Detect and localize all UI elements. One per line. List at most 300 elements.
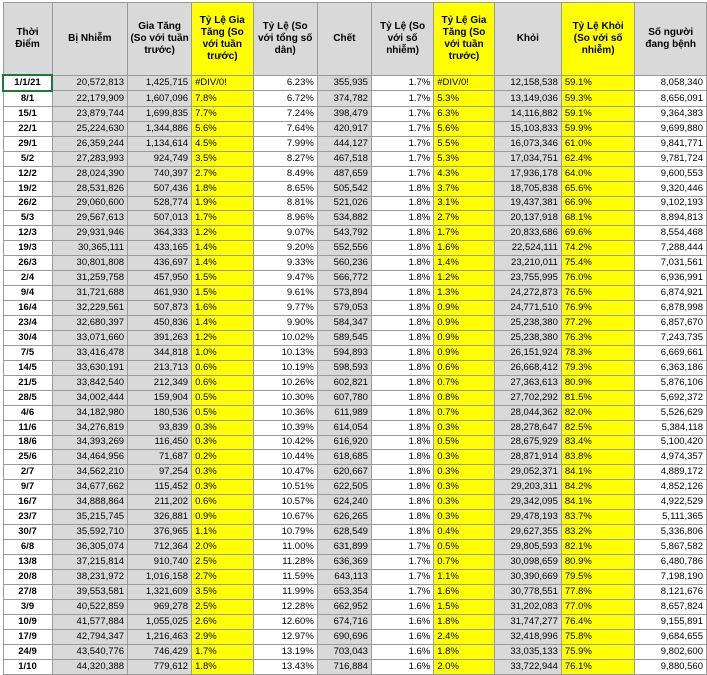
cell-deaths[interactable]: 716,884 xyxy=(317,659,371,674)
cell-infected[interactable]: 37,215,814 xyxy=(52,555,128,570)
cell-infected[interactable]: 29,060,600 xyxy=(52,196,128,211)
cell-deaths[interactable]: 355,935 xyxy=(317,75,371,91)
cell-recovered[interactable]: 30,778,551 xyxy=(494,584,561,599)
cell-active-cases[interactable]: 6,363,186 xyxy=(635,360,707,375)
cell-population-rate[interactable]: 9.33% xyxy=(253,256,317,271)
cell-active-cases[interactable]: 7,243,735 xyxy=(635,330,707,345)
cell-death-rate[interactable]: 1.7% xyxy=(371,555,433,570)
cell-death-increase-rate[interactable]: 0.9% xyxy=(434,345,495,360)
cell-increase-rate[interactable]: 1.6% xyxy=(192,301,253,316)
cell-recovery-rate[interactable]: 64.0% xyxy=(561,166,635,181)
cell-death-increase-rate[interactable]: 2.0% xyxy=(434,659,495,674)
cell-increase-rate[interactable]: 3.5% xyxy=(192,151,253,166)
cell-death-increase-rate[interactable]: 1.1% xyxy=(434,569,495,584)
cell-recovery-rate[interactable]: 65.6% xyxy=(561,181,635,196)
cell-infected[interactable]: 28,531,826 xyxy=(52,181,128,196)
cell-increase-rate[interactable]: 1.8% xyxy=(192,181,253,196)
cell-date[interactable]: 23/7 xyxy=(3,510,52,525)
cell-infected[interactable]: 28,024,390 xyxy=(52,166,128,181)
cell-death-increase-rate[interactable]: 5.5% xyxy=(434,136,495,151)
cell-population-rate[interactable]: 8.65% xyxy=(253,181,317,196)
cell-increase[interactable]: 344,818 xyxy=(128,345,192,360)
cell-increase-rate[interactable]: 1.5% xyxy=(192,271,253,286)
cell-increase[interactable]: 910,740 xyxy=(128,555,192,570)
cell-death-rate[interactable]: 1.8% xyxy=(371,256,433,271)
cell-recovery-rate[interactable]: 66.9% xyxy=(561,196,635,211)
cell-infected[interactable]: 29,931,946 xyxy=(52,226,128,241)
cell-increase-rate[interactable]: 1.4% xyxy=(192,256,253,271)
cell-death-rate[interactable]: 1.8% xyxy=(371,495,433,510)
cell-increase[interactable]: 457,950 xyxy=(128,271,192,286)
cell-active-cases[interactable]: 7,031,561 xyxy=(635,256,707,271)
cell-increase[interactable]: 1,134,614 xyxy=(128,136,192,151)
cell-recovered[interactable]: 29,478,193 xyxy=(494,510,561,525)
cell-death-rate[interactable]: 1.8% xyxy=(371,375,433,390)
cell-recovery-rate[interactable]: 76.1% xyxy=(561,659,635,674)
cell-increase[interactable]: 364,333 xyxy=(128,226,192,241)
cell-increase-rate[interactable]: 1.1% xyxy=(192,525,253,540)
cell-death-rate[interactable]: 1.7% xyxy=(371,121,433,136)
cell-increase-rate[interactable]: 1.9% xyxy=(192,196,253,211)
cell-population-rate[interactable]: 10.42% xyxy=(253,435,317,450)
cell-recovered[interactable]: 25,238,380 xyxy=(494,330,561,345)
cell-date[interactable]: 23/4 xyxy=(3,316,52,331)
cell-recovered[interactable]: 29,627,355 xyxy=(494,525,561,540)
cell-recovery-rate[interactable]: 83.8% xyxy=(561,450,635,465)
cell-increase-rate[interactable]: 1.0% xyxy=(192,345,253,360)
cell-death-rate[interactable]: 1.7% xyxy=(371,136,433,151)
cell-population-rate[interactable]: 10.67% xyxy=(253,510,317,525)
cell-recovery-rate[interactable]: 77.0% xyxy=(561,599,635,614)
cell-recovery-rate[interactable]: 79.3% xyxy=(561,360,635,375)
cell-population-rate[interactable]: 10.57% xyxy=(253,495,317,510)
cell-increase[interactable]: 450,836 xyxy=(128,316,192,331)
cell-recovered[interactable]: 29,052,371 xyxy=(494,465,561,480)
cell-death-rate[interactable]: 1.7% xyxy=(371,584,433,599)
cell-death-increase-rate[interactable]: 1.2% xyxy=(434,271,495,286)
cell-recovered[interactable]: 32,418,996 xyxy=(494,629,561,644)
cell-infected[interactable]: 31,259,758 xyxy=(52,271,128,286)
cell-deaths[interactable]: 534,882 xyxy=(317,211,371,226)
cell-infected[interactable]: 32,680,397 xyxy=(52,316,128,331)
cell-recovery-rate[interactable]: 75.8% xyxy=(561,629,635,644)
cell-increase-rate[interactable]: 1.2% xyxy=(192,330,253,345)
cell-population-rate[interactable]: 8.49% xyxy=(253,166,317,181)
cell-active-cases[interactable]: 4,889,172 xyxy=(635,465,707,480)
cell-recovery-rate[interactable]: 75.4% xyxy=(561,256,635,271)
cell-recovered[interactable]: 22,524,111 xyxy=(494,241,561,256)
cell-population-rate[interactable]: 11.00% xyxy=(253,540,317,555)
cell-date[interactable]: 2/4 xyxy=(3,271,52,286)
cell-deaths[interactable]: 622,505 xyxy=(317,480,371,495)
cell-date[interactable]: 13/8 xyxy=(3,555,52,570)
cell-increase[interactable]: 461,930 xyxy=(128,286,192,301)
cell-increase-rate[interactable]: 0.6% xyxy=(192,495,253,510)
cell-recovery-rate[interactable]: 62.4% xyxy=(561,151,635,166)
cell-recovery-rate[interactable]: 80.9% xyxy=(561,555,635,570)
cell-recovery-rate[interactable]: 68.1% xyxy=(561,211,635,226)
cell-date[interactable]: 5/2 xyxy=(3,151,52,166)
cell-active-cases[interactable]: 4,922,529 xyxy=(635,495,707,510)
cell-recovered[interactable]: 17,936,178 xyxy=(494,166,561,181)
cell-recovery-rate[interactable]: 84.1% xyxy=(561,465,635,480)
cell-death-increase-rate[interactable]: 5.3% xyxy=(434,151,495,166)
cell-recovery-rate[interactable]: 61.0% xyxy=(561,136,635,151)
cell-population-rate[interactable]: 7.64% xyxy=(253,121,317,136)
cell-population-rate[interactable]: 13.19% xyxy=(253,644,317,659)
cell-active-cases[interactable]: 8,894,813 xyxy=(635,211,707,226)
cell-date[interactable]: 22/1 xyxy=(3,121,52,136)
cell-death-rate[interactable]: 1.8% xyxy=(371,330,433,345)
cell-increase[interactable]: 159,904 xyxy=(128,390,192,405)
cell-date[interactable]: 6/8 xyxy=(3,540,52,555)
cell-death-rate[interactable]: 1.6% xyxy=(371,599,433,614)
cell-increase[interactable]: 507,436 xyxy=(128,181,192,196)
cell-recovered[interactable]: 20,137,918 xyxy=(494,211,561,226)
cell-death-rate[interactable]: 1.8% xyxy=(371,316,433,331)
cell-increase-rate[interactable]: 0.9% xyxy=(192,510,253,525)
cell-death-increase-rate[interactable]: 1.8% xyxy=(434,644,495,659)
cell-population-rate[interactable]: 7.24% xyxy=(253,106,317,121)
cell-active-cases[interactable]: 5,384,118 xyxy=(635,420,707,435)
cell-increase-rate[interactable]: 2.6% xyxy=(192,614,253,629)
cell-death-increase-rate[interactable]: 0.3% xyxy=(434,465,495,480)
cell-increase-rate[interactable]: 0.5% xyxy=(192,390,253,405)
cell-death-increase-rate[interactable]: 0.9% xyxy=(434,301,495,316)
cell-date[interactable]: 28/5 xyxy=(3,390,52,405)
cell-increase-rate[interactable]: 0.5% xyxy=(192,405,253,420)
cell-recovery-rate[interactable]: 59.1% xyxy=(561,75,635,91)
cell-population-rate[interactable]: 10.51% xyxy=(253,480,317,495)
cell-increase-rate[interactable]: 1.4% xyxy=(192,316,253,331)
cell-increase[interactable]: 376,965 xyxy=(128,525,192,540)
cell-date[interactable]: 24/9 xyxy=(3,644,52,659)
cell-recovery-rate[interactable]: 59.3% xyxy=(561,91,635,106)
cell-death-increase-rate[interactable]: 5.6% xyxy=(434,121,495,136)
cell-date[interactable]: 30/4 xyxy=(3,330,52,345)
cell-active-cases[interactable]: 8,058,340 xyxy=(635,75,707,91)
cell-increase[interactable]: 97,254 xyxy=(128,465,192,480)
cell-death-increase-rate[interactable]: 0.7% xyxy=(434,405,495,420)
cell-increase[interactable]: 433,165 xyxy=(128,241,192,256)
cell-death-rate[interactable]: 1.8% xyxy=(371,435,433,450)
cell-deaths[interactable]: 631,899 xyxy=(317,540,371,555)
cell-infected[interactable]: 38,231,972 xyxy=(52,569,128,584)
cell-infected[interactable]: 34,393,269 xyxy=(52,435,128,450)
cell-recovered[interactable]: 24,771,510 xyxy=(494,301,561,316)
cell-active-cases[interactable]: 9,684,655 xyxy=(635,629,707,644)
cell-active-cases[interactable]: 6,857,670 xyxy=(635,316,707,331)
cell-date[interactable]: 19/3 xyxy=(3,241,52,256)
cell-recovery-rate[interactable]: 84.1% xyxy=(561,495,635,510)
cell-death-rate[interactable]: 1.8% xyxy=(371,390,433,405)
cell-infected[interactable]: 36,305,074 xyxy=(52,540,128,555)
cell-date[interactable]: 7/5 xyxy=(3,345,52,360)
cell-death-increase-rate[interactable]: 0.3% xyxy=(434,420,495,435)
cell-increase-rate[interactable]: 2.5% xyxy=(192,555,253,570)
cell-death-increase-rate[interactable]: 0.4% xyxy=(434,525,495,540)
cell-increase[interactable]: 115,452 xyxy=(128,480,192,495)
cell-date[interactable]: 26/3 xyxy=(3,256,52,271)
cell-recovery-rate[interactable]: 78.3% xyxy=(561,345,635,360)
cell-increase[interactable]: 436,697 xyxy=(128,256,192,271)
cell-population-rate[interactable]: 8.27% xyxy=(253,151,317,166)
cell-recovery-rate[interactable]: 83.2% xyxy=(561,525,635,540)
cell-deaths[interactable]: 579,053 xyxy=(317,301,371,316)
cell-active-cases[interactable]: 4,974,357 xyxy=(635,450,707,465)
cell-death-rate[interactable]: 1.8% xyxy=(371,181,433,196)
cell-active-cases[interactable]: 7,288,444 xyxy=(635,241,707,256)
cell-death-increase-rate[interactable]: 1.6% xyxy=(434,584,495,599)
cell-infected[interactable]: 39,553,581 xyxy=(52,584,128,599)
cell-deaths[interactable]: 374,782 xyxy=(317,91,371,106)
cell-increase-rate[interactable]: 5.6% xyxy=(192,121,253,136)
cell-increase-rate[interactable]: 1.7% xyxy=(192,211,253,226)
cell-active-cases[interactable]: 5,100,420 xyxy=(635,435,707,450)
cell-deaths[interactable]: 467,518 xyxy=(317,151,371,166)
cell-increase-rate[interactable]: 1.4% xyxy=(192,241,253,256)
cell-increase[interactable]: 211,202 xyxy=(128,495,192,510)
cell-date[interactable]: 27/8 xyxy=(3,584,52,599)
cell-population-rate[interactable]: 9.07% xyxy=(253,226,317,241)
cell-active-cases[interactable]: 6,936,991 xyxy=(635,271,707,286)
cell-deaths[interactable]: 560,236 xyxy=(317,256,371,271)
cell-recovered[interactable]: 33,035,133 xyxy=(494,644,561,659)
cell-population-rate[interactable]: 9.90% xyxy=(253,316,317,331)
cell-active-cases[interactable]: 6,874,921 xyxy=(635,286,707,301)
cell-infected[interactable]: 31,721,688 xyxy=(52,286,128,301)
cell-increase[interactable]: 507,873 xyxy=(128,301,192,316)
cell-deaths[interactable]: 653,354 xyxy=(317,584,371,599)
cell-death-rate[interactable]: 1.8% xyxy=(371,345,433,360)
cell-recovered[interactable]: 24,272,873 xyxy=(494,286,561,301)
cell-recovered[interactable]: 17,034,751 xyxy=(494,151,561,166)
cell-infected[interactable]: 33,630,191 xyxy=(52,360,128,375)
cell-infected[interactable]: 34,002,444 xyxy=(52,390,128,405)
cell-active-cases[interactable]: 5,867,582 xyxy=(635,540,707,555)
cell-infected[interactable]: 42,794,347 xyxy=(52,629,128,644)
cell-infected[interactable]: 29,567,613 xyxy=(52,211,128,226)
cell-increase[interactable]: 212,349 xyxy=(128,375,192,390)
cell-active-cases[interactable]: 5,692,372 xyxy=(635,390,707,405)
cell-infected[interactable]: 33,842,540 xyxy=(52,375,128,390)
cell-date[interactable]: 3/9 xyxy=(3,599,52,614)
cell-recovered[interactable]: 31,747,277 xyxy=(494,614,561,629)
cell-death-rate[interactable]: 1.6% xyxy=(371,644,433,659)
cell-infected[interactable]: 41,577,884 xyxy=(52,614,128,629)
cell-date[interactable]: 2/7 xyxy=(3,465,52,480)
cell-death-rate[interactable]: 1.7% xyxy=(371,151,433,166)
cell-death-rate[interactable]: 1.8% xyxy=(371,241,433,256)
cell-recovery-rate[interactable]: 77.2% xyxy=(561,316,635,331)
cell-infected[interactable]: 30,801,808 xyxy=(52,256,128,271)
cell-infected[interactable]: 22,179,909 xyxy=(52,91,128,106)
cell-death-increase-rate[interactable]: 0.3% xyxy=(434,480,495,495)
cell-increase-rate[interactable]: 0.6% xyxy=(192,360,253,375)
cell-active-cases[interactable]: 9,880,560 xyxy=(635,659,707,674)
cell-population-rate[interactable]: 9.20% xyxy=(253,241,317,256)
cell-death-increase-rate[interactable]: 2.4% xyxy=(434,629,495,644)
cell-death-rate[interactable]: 1.8% xyxy=(371,450,433,465)
cell-infected[interactable]: 26,359,244 xyxy=(52,136,128,151)
cell-date[interactable]: 16/7 xyxy=(3,495,52,510)
cell-death-increase-rate[interactable]: 0.3% xyxy=(434,510,495,525)
cell-deaths[interactable]: 703,043 xyxy=(317,644,371,659)
cell-death-increase-rate[interactable]: 1.7% xyxy=(434,226,495,241)
cell-increase-rate[interactable]: 1.7% xyxy=(192,644,253,659)
cell-infected[interactable]: 34,276,819 xyxy=(52,420,128,435)
cell-active-cases[interactable]: 8,656,091 xyxy=(635,91,707,106)
cell-recovered[interactable]: 26,668,412 xyxy=(494,360,561,375)
cell-increase-rate[interactable]: 2.9% xyxy=(192,629,253,644)
cell-deaths[interactable]: 420,917 xyxy=(317,121,371,136)
cell-active-cases[interactable]: 9,699,880 xyxy=(635,121,707,136)
cell-active-cases[interactable]: 9,320,446 xyxy=(635,181,707,196)
cell-increase[interactable]: 528,774 xyxy=(128,196,192,211)
cell-death-rate[interactable]: 1.8% xyxy=(371,211,433,226)
cell-active-cases[interactable]: 5,111,365 xyxy=(635,510,707,525)
cell-deaths[interactable]: 611,989 xyxy=(317,405,371,420)
cell-active-cases[interactable]: 5,526,629 xyxy=(635,405,707,420)
cell-increase-rate[interactable]: 4.5% xyxy=(192,136,253,151)
cell-date[interactable]: 21/5 xyxy=(3,375,52,390)
cell-recovery-rate[interactable]: 82.1% xyxy=(561,540,635,555)
cell-recovered[interactable]: 29,342,095 xyxy=(494,495,561,510)
cell-infected[interactable]: 35,592,710 xyxy=(52,525,128,540)
cell-recovery-rate[interactable]: 84.2% xyxy=(561,480,635,495)
cell-death-increase-rate[interactable]: 6.3% xyxy=(434,106,495,121)
cell-recovered[interactable]: 25,238,380 xyxy=(494,316,561,331)
cell-increase-rate[interactable]: 0.3% xyxy=(192,480,253,495)
cell-deaths[interactable]: 607,780 xyxy=(317,390,371,405)
cell-population-rate[interactable]: 10.39% xyxy=(253,420,317,435)
cell-active-cases[interactable]: 4,852,126 xyxy=(635,480,707,495)
cell-date[interactable]: 16/4 xyxy=(3,301,52,316)
cell-increase-rate[interactable]: 0.3% xyxy=(192,465,253,480)
cell-death-increase-rate[interactable]: 2.7% xyxy=(434,211,495,226)
cell-increase-rate[interactable]: 0.3% xyxy=(192,420,253,435)
cell-increase[interactable]: 746,429 xyxy=(128,644,192,659)
cell-death-rate[interactable]: 1.6% xyxy=(371,659,433,674)
cell-recovery-rate[interactable]: 82.5% xyxy=(561,420,635,435)
cell-population-rate[interactable]: 11.28% xyxy=(253,555,317,570)
cell-infected[interactable]: 35,215,745 xyxy=(52,510,128,525)
cell-death-increase-rate[interactable]: 0.9% xyxy=(434,330,495,345)
cell-recovered[interactable]: 15,103,833 xyxy=(494,121,561,136)
cell-increase[interactable]: 507,013 xyxy=(128,211,192,226)
cell-increase[interactable]: 740,397 xyxy=(128,166,192,181)
cell-recovered[interactable]: 33,722,944 xyxy=(494,659,561,674)
cell-death-increase-rate[interactable]: 0.5% xyxy=(434,540,495,555)
cell-deaths[interactable]: 505,542 xyxy=(317,181,371,196)
cell-recovery-rate[interactable]: 74.2% xyxy=(561,241,635,256)
cell-deaths[interactable]: 674,716 xyxy=(317,614,371,629)
cell-active-cases[interactable]: 9,102,193 xyxy=(635,196,707,211)
cell-death-increase-rate[interactable]: 1.5% xyxy=(434,599,495,614)
cell-increase-rate[interactable]: 1.8% xyxy=(192,659,253,674)
cell-deaths[interactable]: 487,659 xyxy=(317,166,371,181)
cell-death-rate[interactable]: 1.7% xyxy=(371,166,433,181)
cell-increase-rate[interactable]: 7.7% xyxy=(192,106,253,121)
cell-increase-rate[interactable]: 0.6% xyxy=(192,375,253,390)
cell-population-rate[interactable]: 11.99% xyxy=(253,584,317,599)
cell-infected[interactable]: 33,071,660 xyxy=(52,330,128,345)
cell-death-rate[interactable]: 1.8% xyxy=(371,301,433,316)
cell-death-rate[interactable]: 1.8% xyxy=(371,286,433,301)
cell-increase[interactable]: 71,687 xyxy=(128,450,192,465)
cell-recovered[interactable]: 20,833,686 xyxy=(494,226,561,241)
cell-recovered[interactable]: 12,158,538 xyxy=(494,75,561,91)
cell-recovered[interactable]: 18,705,838 xyxy=(494,181,561,196)
cell-recovered[interactable]: 23,755,995 xyxy=(494,271,561,286)
cell-recovery-rate[interactable]: 82.0% xyxy=(561,405,635,420)
cell-increase[interactable]: 1,216,463 xyxy=(128,629,192,644)
cell-death-increase-rate[interactable]: 0.9% xyxy=(434,316,495,331)
cell-deaths[interactable]: 628,549 xyxy=(317,525,371,540)
cell-death-rate[interactable]: 1.8% xyxy=(371,226,433,241)
cell-recovered[interactable]: 13,149,036 xyxy=(494,91,561,106)
cell-date[interactable]: 20/8 xyxy=(3,569,52,584)
cell-deaths[interactable]: 636,369 xyxy=(317,555,371,570)
cell-recovered[interactable]: 26,151,924 xyxy=(494,345,561,360)
cell-deaths[interactable]: 620,667 xyxy=(317,465,371,480)
cell-increase-rate[interactable]: 3.5% xyxy=(192,584,253,599)
cell-infected[interactable]: 44,320,388 xyxy=(52,659,128,674)
cell-infected[interactable]: 40,522,859 xyxy=(52,599,128,614)
cell-death-rate[interactable]: 1.7% xyxy=(371,91,433,106)
cell-death-increase-rate[interactable]: 0.3% xyxy=(434,450,495,465)
cell-active-cases[interactable]: 9,600,553 xyxy=(635,166,707,181)
cell-active-cases[interactable]: 6,480,786 xyxy=(635,555,707,570)
cell-recovery-rate[interactable]: 76.9% xyxy=(561,301,635,316)
cell-death-rate[interactable]: 1.7% xyxy=(371,75,433,91)
cell-recovery-rate[interactable]: 83.7% xyxy=(561,510,635,525)
cell-date[interactable]: 25/6 xyxy=(3,450,52,465)
cell-date[interactable]: 17/9 xyxy=(3,629,52,644)
cell-increase-rate[interactable]: 0.3% xyxy=(192,435,253,450)
cell-recovered[interactable]: 30,098,659 xyxy=(494,555,561,570)
cell-active-cases[interactable]: 8,121,676 xyxy=(635,584,707,599)
cell-active-cases[interactable]: 5,336,806 xyxy=(635,525,707,540)
cell-recovery-rate[interactable]: 59.1% xyxy=(561,106,635,121)
cell-recovery-rate[interactable]: 76.5% xyxy=(561,286,635,301)
cell-deaths[interactable]: 602,821 xyxy=(317,375,371,390)
cell-deaths[interactable]: 624,240 xyxy=(317,495,371,510)
cell-death-rate[interactable]: 1.7% xyxy=(371,106,433,121)
cell-population-rate[interactable]: 9.61% xyxy=(253,286,317,301)
cell-recovered[interactable]: 28,871,914 xyxy=(494,450,561,465)
cell-date[interactable]: 1/10 xyxy=(3,659,52,674)
cell-recovered[interactable]: 29,203,311 xyxy=(494,480,561,495)
cell-date[interactable]: 29/1 xyxy=(3,136,52,151)
cell-recovered[interactable]: 28,278,647 xyxy=(494,420,561,435)
cell-population-rate[interactable]: 6.72% xyxy=(253,91,317,106)
cell-deaths[interactable]: 573,894 xyxy=(317,286,371,301)
cell-increase-rate[interactable]: 1.5% xyxy=(192,286,253,301)
cell-deaths[interactable]: 552,556 xyxy=(317,241,371,256)
cell-increase[interactable]: 180,536 xyxy=(128,405,192,420)
cell-increase[interactable]: 391,263 xyxy=(128,330,192,345)
cell-infected[interactable]: 33,416,478 xyxy=(52,345,128,360)
cell-active-cases[interactable]: 9,155,891 xyxy=(635,614,707,629)
cell-date[interactable]: 14/5 xyxy=(3,360,52,375)
cell-infected[interactable]: 34,562,210 xyxy=(52,465,128,480)
cell-recovered[interactable]: 31,202,083 xyxy=(494,599,561,614)
cell-increase-rate[interactable]: 2.5% xyxy=(192,599,253,614)
cell-deaths[interactable]: 616,920 xyxy=(317,435,371,450)
cell-death-rate[interactable]: 1.7% xyxy=(371,569,433,584)
cell-deaths[interactable]: 614,054 xyxy=(317,420,371,435)
